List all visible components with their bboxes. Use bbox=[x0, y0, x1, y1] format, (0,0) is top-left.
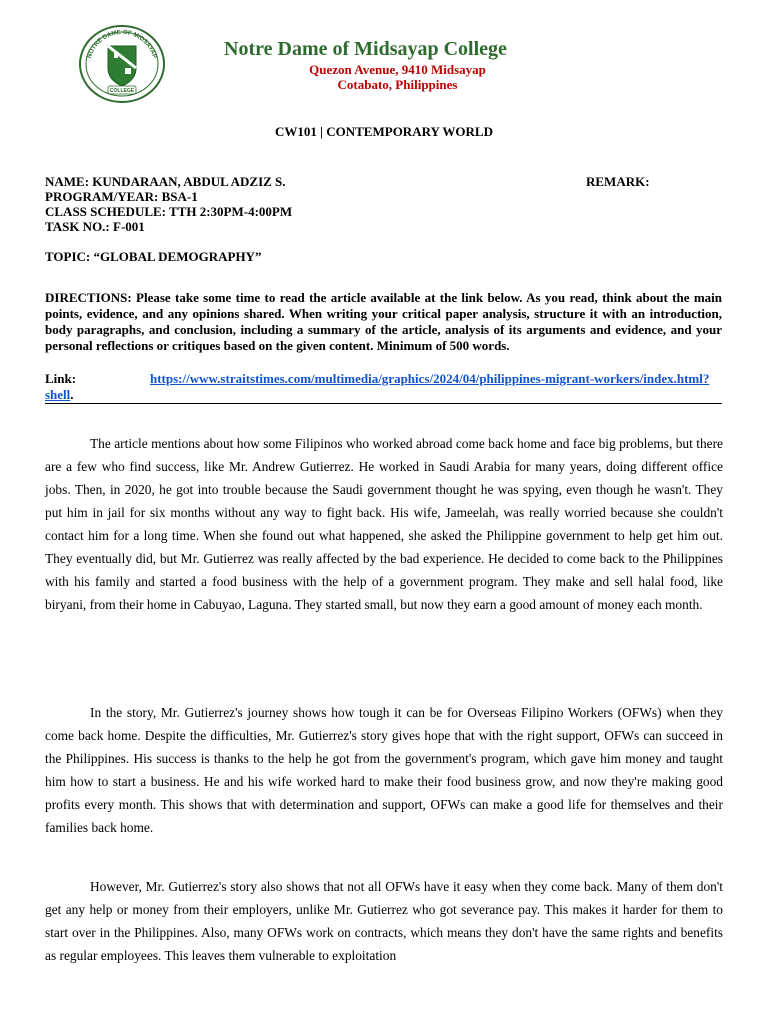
body-paragraph-1: The article mentions about how some Filipinos who worked abroad come back home and face big problems, but there are a few who find success, like Mr. Andrew Gutierrez. He worked in Saudi Arabia for many years, doing different office jobs. Then, in 2020, he got into trouble because the Saudi government thought he was spying, even though he wasn't. They put him in jail for six months without any way to fight back. His wife, Jameelah, was really worried because she couldn't contact him for a long time. When she found out what happened, she asked the Philippine government to help get him out. They eventually did, but Mr. Gutierrez was really affected by the bad experience. He decided to come back to the Philippines with his family and started a food business with the help of a government program. They make and sell halal food, like biryani, from their home in Cabuyao, Laguna. They started small, but now they earn a good amount of money each month. bbox=[45, 436, 723, 612]
task-number: TASK NO.: F-001 bbox=[45, 219, 145, 234]
article-link[interactable]: https://www.straitstimes.com/multimedia/graphics/2024/04/philippines-migrant-workers/index.html?shell bbox=[45, 371, 710, 402]
school-name: Notre Dame of Midsayap College bbox=[224, 38, 507, 60]
address-line-1: Quezon Avenue, 9410 Midsayap bbox=[309, 62, 486, 77]
course-title: CW101 | CONTEMPORARY WORLD bbox=[275, 124, 493, 139]
remark-label: REMARK: bbox=[586, 174, 650, 189]
student-name: NAME: KUNDARAAN, ABDUL ADZIZ S. bbox=[45, 174, 286, 189]
topic-heading: TOPIC: “GLOBAL DEMOGRAPHY” bbox=[45, 249, 262, 264]
body-paragraph-2: In the story, Mr. Gutierrez's journey shows how tough it can be for Overseas Filipino Workers (OFWs) when they come back home. Despite the difficulties, Mr. Gutierrez's story gives hope that with the right support, OFWs can succeed in the Philippines. His success is thanks to the help he got from the government's program, which gave him money and taught him how to start a business. He and his wife worked hard to make their food business grow, and now they're making good profits every month. This shows that with determination and support, OFWs can make a good life for themselves and their families back home. bbox=[45, 705, 723, 835]
link-row: Link: https://www.straitstimes.com/multimedia/graphics/2024/04/philippines-migrant-workers/index.html?shell. bbox=[45, 371, 710, 402]
link-label: Link: bbox=[45, 371, 77, 386]
seal-text-bottom: COLLEGE bbox=[109, 88, 135, 94]
body-paragraph-3: However, Mr. Gutierrez's story also shows that not all OFWs have it easy when they come back. Many of them don't get any help or money from their employers, unlike Mr. Gutierrez who got severance pay. This makes it harder for them to start over in the Philippines. Also, many OFWs work on contracts, which means they don't have the same rights and benefits as regular employees. This leaves them vulnerable to exploitation bbox=[45, 879, 723, 963]
seal-text-top: NOTRE DAME OF MIDSAYAP bbox=[86, 28, 158, 60]
directions-text: DIRECTIONS: Please take some time to read the article available at the link below. As you read, think about the main points, evidence, and any opinions shared. When writing your critical paper analysis, structure it with an introduction, body paragraphs, and conclusion, including a summary of the article, analysis of its arguments and evidence, and your personal reflections or critiques based on the given content. Minimum of 500 words. bbox=[45, 290, 722, 353]
section-divider bbox=[45, 403, 722, 404]
program-year: PROGRAM/YEAR: BSA-1 bbox=[45, 189, 198, 204]
class-schedule: CLASS SCHEDULE: TTH 2:30PM-4:00PM bbox=[45, 204, 293, 219]
address-line-2: Cotabato, Philippines bbox=[337, 77, 458, 92]
